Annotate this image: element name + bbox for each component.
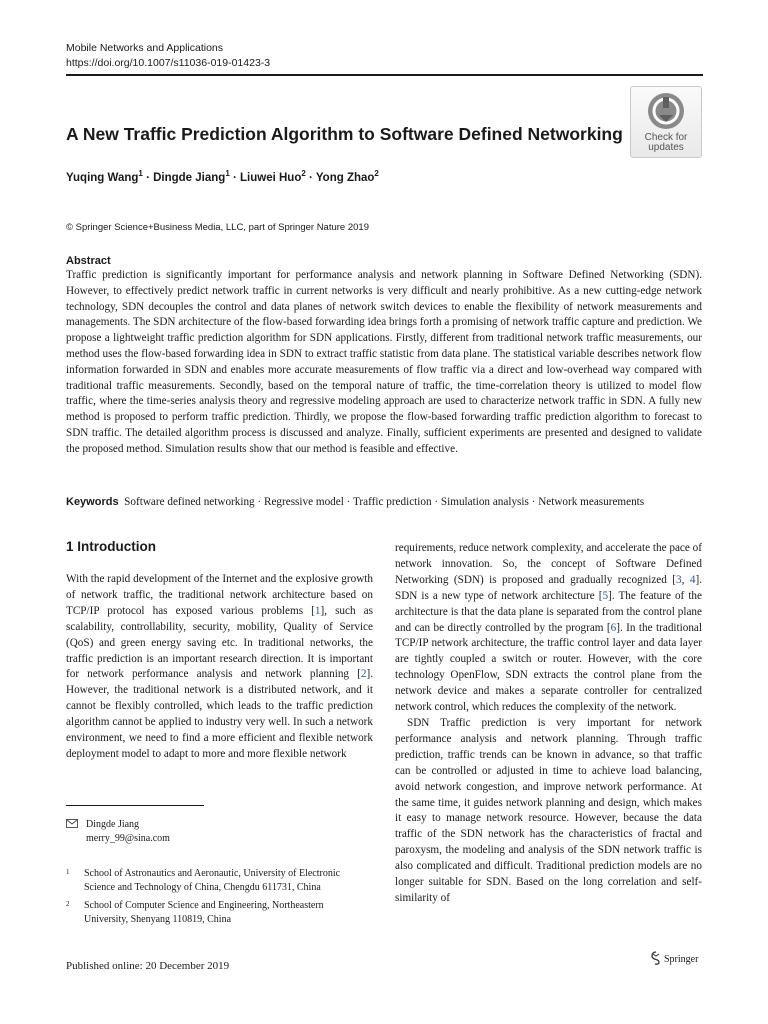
author-separator: · bbox=[146, 171, 150, 184]
intro-right-column bbox=[395, 541, 702, 907]
author-affiliation: 1 bbox=[138, 169, 143, 178]
copyright-icon: © bbox=[66, 222, 73, 233]
correspondence-name: Dingde Jiang bbox=[86, 819, 140, 830]
author-affiliation: 2 bbox=[301, 169, 306, 178]
author-name[interactable]: Yuqing Wang bbox=[66, 171, 139, 184]
keywords bbox=[66, 494, 716, 510]
keyword-separator: · bbox=[257, 496, 262, 508]
publisher-name: Springer bbox=[664, 954, 699, 965]
abstract-text: Traffic prediction is significantly important for performance analysis and network planning in Software Defined Networking (SDN). However, to effectively predict network traffic in current networks is very difficult and nearly prohibitive. As a new cutting-edge network technology, SDN decouples the control and data planes of network switch devices to enable the flexibility of network measurements and managements. The SDN architecture of the flow-based forwarding idea brings forth a promising of network traffic capture and prediction. We propose a lightweight traffic prediction algorithm for SDN applications. Firstly, different from traditional network traffic measurements, our method uses the flow-based forwarding idea in SDN to extract traffic statistic from data plane. The statistical variable describes network flow information forwarded in SDN and enables more accurate measurements of flow traffic via a direct and low-overhead way compared with traditional traffic measurements. Secondly, based on the temporal nature of traffic, the time-correlation theory is utilized to model flow traffic, where the time-series analysis theory and regressive modeling approach are used to characterize network traffic in SDN. A fully new method is proposed to perform traffic prediction. Thirdly, we propose the flow-based forwarding traffic prediction algorithm to forecast to SDN traffic. The detailed algorithm process is discussed and analyze. Finally, sufficient experiments are presented and designed to validate the proposed method. Simulation results show that our method is feasible and effective. bbox=[66, 269, 702, 455]
keyword: Simulation analysis bbox=[440, 496, 529, 508]
author-affiliation: 1 bbox=[225, 169, 230, 178]
check-for-updates-label: Check for updates bbox=[644, 132, 688, 153]
keyword-separator: · bbox=[531, 496, 536, 508]
affiliation-number: 2 bbox=[66, 900, 70, 908]
publisher-logo bbox=[650, 951, 698, 967]
body-text: , bbox=[681, 573, 690, 586]
paragraph bbox=[395, 541, 702, 716]
author-separator: · bbox=[232, 171, 237, 184]
check-for-updates-icon bbox=[646, 91, 686, 131]
affiliation-number: 1 bbox=[66, 868, 70, 876]
body-text: ]. The feature of the architecture is that the data plane is separated from the control plane and can be directly controlled by the program [ bbox=[395, 589, 702, 634]
author-name[interactable]: Dingde Jiang bbox=[153, 171, 226, 184]
body-text: ]. However, the traditional network is a distributed network, and it cannot be flexibly controlled, which leads to the traffic prediction algorithm cannot be applied to industry very well. In such a network environment, we need to find a more efficient and flexible network deployment model to adapt to more and more flexible network bbox=[66, 668, 373, 760]
author-name[interactable]: Yong Zhao bbox=[315, 171, 375, 184]
paragraph bbox=[395, 716, 702, 907]
author-separator: · bbox=[309, 171, 313, 184]
springer-logo-icon bbox=[650, 951, 662, 965]
body-text: requirements, reduce network complexity, and accelerate the pace of network innovation. So, the concept of Software Defined Networking (SDN) is proposed and gradually recognized [ bbox=[395, 542, 702, 586]
journal-header bbox=[66, 41, 270, 71]
citation-link[interactable]: 5 bbox=[602, 589, 609, 602]
author-list bbox=[66, 165, 379, 187]
body-text: SDN Traffic prediction is very important for network performance analysis and network planning. Through traffic prediction, traffic trends can be known in advance, so that traffic can be controlled or adjusted in time to achieve load balancing, avoid network congestion, and improve network performance. At the same time, it guides network planning and design, which makes it easy to manage network resource. However, because the data traffic of the SDN network has the characteristics of fractal and paroxysm, the modeling and analysis of the SDN network traffic is also complicated and difficult. Traditional prediction models are no longer suitable for SDN. Based on the long correlation and self-similarity of bbox=[395, 716, 702, 904]
published-date: Published online: 20 December 2019 bbox=[66, 960, 230, 972]
copyright-line bbox=[66, 221, 369, 235]
footnote-rule bbox=[66, 805, 204, 806]
email-icon bbox=[66, 819, 78, 828]
author-name[interactable]: Liuwei Huo bbox=[240, 171, 302, 184]
keyword: Traffic prediction bbox=[352, 496, 432, 508]
paper-title: A New Traffic Prediction Algorithm to Software Defined Networking bbox=[66, 124, 623, 144]
keyword-separator: · bbox=[434, 496, 439, 508]
correspondence-email[interactable]: merry_99@sina.com bbox=[86, 833, 170, 844]
citation-link[interactable]: 6 bbox=[610, 621, 617, 634]
affiliation-text: School of Astronautics and Aeronautic, University of Electronic Science and Technology of China, Chengdu 611731, China bbox=[84, 868, 341, 893]
keyword: Regressive model bbox=[263, 496, 344, 508]
check-for-updates-badge[interactable] bbox=[630, 86, 702, 158]
header-rule bbox=[66, 74, 703, 76]
abstract-heading: Abstract bbox=[66, 255, 111, 267]
keywords-label: Keywords bbox=[66, 496, 119, 508]
keyword-separator: · bbox=[346, 496, 351, 508]
citation-link[interactable]: 3 bbox=[676, 573, 682, 586]
body-text: ]. In the traditional TCP/IP network architecture, the traffic control layer and data layer are tightly coupled a switch or router. However, with the core technology OpenFlow, SDN extracts the control plane from the network device and makes a separate controller for centralized network control, which reduces the complexity of the network. bbox=[395, 621, 702, 714]
body-text: ]. SDN is a new type of network architecture [ bbox=[395, 573, 703, 602]
doi-link[interactable]: https://doi.org/10.1007/s11036-019-01423-3 bbox=[66, 57, 271, 69]
body-text: ], such as scalability, controllability, security, mobility, Quality of Service (QoS) and green energy saving etc. In traditional networks, the traffic prediction is an important research direction. It is important for network performance analysis and network planning [ bbox=[66, 604, 374, 681]
affiliation-text: School of Computer Science and Engineering, Northeastern University, Shenyang 110819, China bbox=[84, 900, 324, 925]
copyright-text: Springer Science+Business Media, LLC, part of Springer Nature 2019 bbox=[75, 222, 369, 233]
citation-link[interactable]: 1 bbox=[314, 604, 321, 617]
keyword: Network measurements bbox=[538, 496, 645, 508]
author-affiliation: 2 bbox=[374, 169, 379, 178]
body-text: With the rapid development of the Internet and the explosive growth of network traffic, the traditional network architecture based on TCP/IP protocol has exposed various problems [ bbox=[66, 573, 373, 617]
citation-link[interactable]: 2 bbox=[360, 668, 367, 681]
intro-left-column bbox=[66, 572, 373, 763]
keyword: Software defined networking bbox=[124, 496, 255, 508]
section-heading: 1 Introduction bbox=[66, 539, 156, 554]
citation-link[interactable]: 4 bbox=[689, 573, 696, 586]
journal-name: Mobile Networks and Applications bbox=[66, 42, 223, 54]
